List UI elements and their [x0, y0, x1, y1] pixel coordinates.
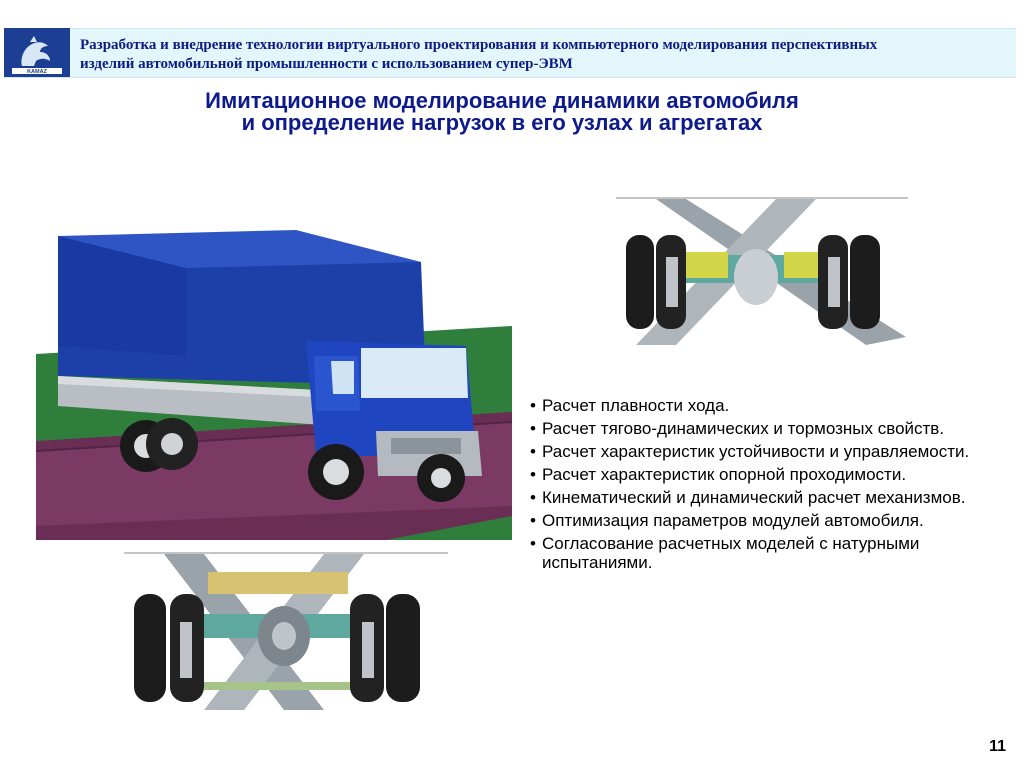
logo-text: KAMAZ [27, 69, 47, 76]
list-item: • Расчет тягово-динамических и тормозных свойств. [530, 419, 1000, 438]
page-number: 11 [989, 738, 1006, 755]
list-item: • Согласование расчетных моделей с натурными испытаниями. [530, 534, 1000, 572]
title-line-1: Имитационное моделирование динамики автомобиля [205, 88, 799, 113]
list-item: • Кинематический и динамический расчет механизмов. [530, 488, 1000, 507]
list-item: • Оптимизация параметров модулей автомобиля. [530, 511, 1000, 530]
page-title [0, 90, 1004, 134]
list-item: • Расчет плавности хода. [530, 396, 1000, 415]
truck-model-image [36, 226, 512, 540]
title-line-2: и определение нагрузок в его узлах и агрегатах [241, 110, 763, 135]
calculation-list [530, 396, 1000, 576]
kamaz-logo [4, 28, 70, 77]
header-line-1: Разработка и внедрение технологии виртуального проектирования и компьютерного моделирования перспективных [80, 37, 878, 53]
list-item: • Расчет характеристик опорной проходимости. [530, 465, 1000, 484]
header-line-2: изделий автомобильной промышленности с использованием супер-ЭВМ [80, 56, 573, 72]
rear-axle-top-image [616, 197, 908, 345]
rear-axle-bottom-image [124, 552, 448, 710]
list-item: • Расчет характеристик устойчивости и управляемости. [530, 442, 1000, 461]
header-text [80, 36, 1000, 74]
